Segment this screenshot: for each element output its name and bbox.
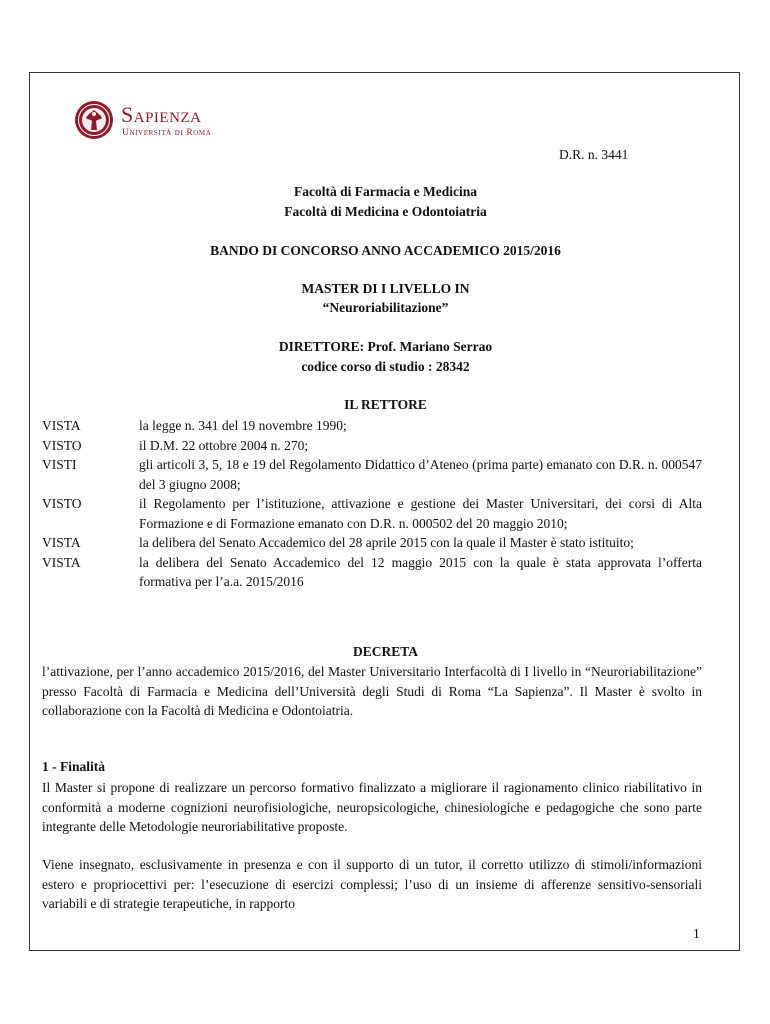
vista-label: VISTI: [42, 457, 77, 472]
bando-heading: BANDO DI CONCORSO ANNO ACCADEMICO 2015/2016: [210, 243, 561, 258]
rettore-heading: IL RETTORE: [344, 397, 427, 412]
vista-text: la delibera del Senato Accademico del 28 aprile 2015 con la quale il Master è stato istituito;: [139, 535, 634, 550]
decreta-heading: DECRETA: [352, 644, 418, 659]
vista-item: [42, 533, 702, 553]
vista-text: gli articoli 3, 5, 18 e 19 del Regolamento Didattico d’Ateneo (prima parte) emanato con D.R. n. 000547 del 3 giugno 2008;: [139, 457, 702, 492]
page-number: 1: [693, 926, 700, 941]
vista-text: la legge n. 341 del 19 novembre 1990;: [139, 418, 347, 433]
vista-list: [42, 416, 702, 592]
section-1-paragraph-1: Il Master si propone di realizzare un percorso formativo finalizzato a migliorare il ragionamento clinico riabilitativo in conformità a moderne cognizioni neurofisiologiche, neuropsicologiche, chinesiologiche e pedagogiche che sono parte integrante delle Metodologie neuroriabilitative proposte.: [42, 780, 702, 834]
course-code-heading: codice corso di studio : 28342: [301, 359, 470, 374]
decree-number: D.R. n. 3441: [559, 147, 629, 162]
logo-brand-text: Sapienza: [121, 102, 202, 127]
master-level-heading: MASTER DI I LIVELLO IN: [301, 281, 470, 296]
section-1-heading: 1 - Finalità: [42, 759, 105, 774]
vista-label: VISTA: [42, 535, 81, 550]
vista-item: [42, 436, 702, 456]
decreta-paragraph: l’attivazione, per l’anno accademico 2015/2016, del Master Universitario Interfacoltà di I livello in “Neuroriabilitazione” presso Facoltà di Farmacia e Medicina dell’Università degli Studi di Roma “La Sapienza”. Il Master è svolto in collaborazione con la Facoltà di Medicina e Odontoiatria.: [42, 664, 702, 718]
section-1-paragraph-2: Viene insegnato, esclusivamente in presenza e con il supporto di un tutor, il corretto utilizzo di stimoli/informazioni estero e propriocettivi per: l’esecuzione di esercizi complessi; l’uso di un insieme di afferenze sensitivo-sensoriali variabili e di strategie terapeutiche, in rapporto: [42, 857, 702, 911]
vista-item: [42, 455, 702, 494]
logo-subtitle-text: Università di Roma: [122, 128, 212, 138]
document-page: [29, 72, 740, 951]
director-heading: DIRETTORE: Prof. Mariano Serrao: [278, 339, 493, 354]
vista-label: VISTA: [42, 554, 81, 570]
vista-text: il D.M. 22 ottobre 2004 n. 270;: [139, 437, 309, 453]
vista-label: VISTO: [42, 496, 82, 511]
university-seal-icon: [74, 100, 114, 140]
faculty-heading-2: Facoltà di Medicina e Odontoiatria: [284, 204, 487, 219]
vista-label: VISTO: [42, 437, 82, 453]
faculty-heading-1: Facoltà di Farmacia e Medicina: [294, 184, 477, 199]
vista-item: [42, 553, 702, 592]
vista-text: la delibera del Senato Accademico del 12 maggio 2015 con la quale è stata approvata l’offerta formativa per l’a.a. 2015/2016: [139, 554, 702, 589]
vista-text: il Regolamento per l’istituzione, attivazione e gestione dei Master Universitari, dei corsi di Alta Formazione e di Formazione emanato con D.R. n. 000502 del 20 maggio 2010;: [139, 496, 702, 531]
vista-label: VISTA: [42, 418, 81, 433]
vista-item: [42, 494, 702, 533]
university-logo: [74, 100, 234, 146]
master-name-heading: “Neuroriabilitazione”: [322, 300, 449, 315]
vista-item: [42, 416, 702, 436]
